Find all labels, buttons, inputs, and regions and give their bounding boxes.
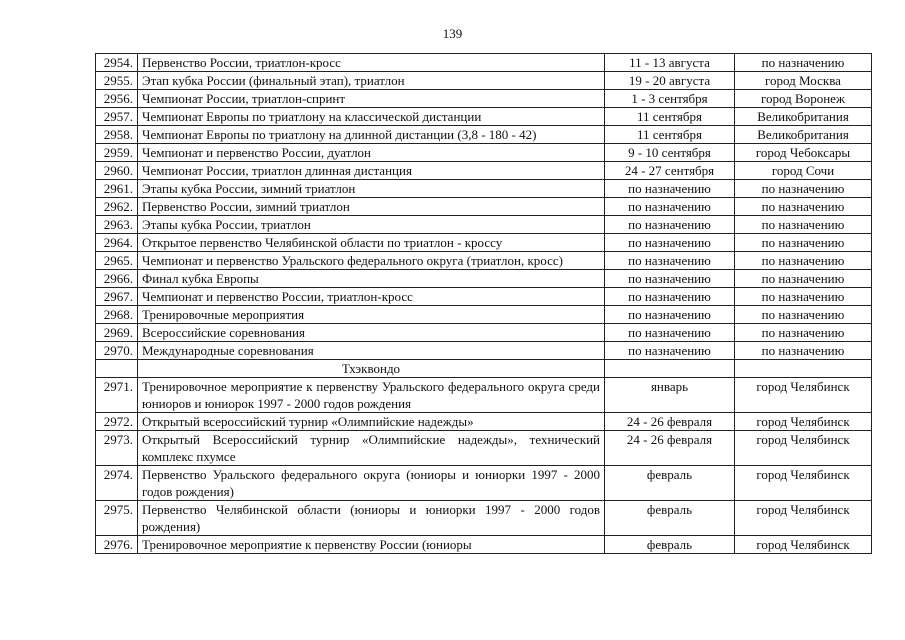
event-place: город Челябинск (735, 501, 872, 536)
event-date: февраль (605, 466, 735, 501)
event-place: по назначению (735, 306, 872, 324)
event-date: по назначению (605, 180, 735, 198)
event-number: 2960. (96, 162, 138, 180)
event-name: Финал кубка Европы (138, 270, 605, 288)
event-number: 2957. (96, 108, 138, 126)
event-place: город Сочи (735, 162, 872, 180)
event-number: 2958. (96, 126, 138, 144)
section-date-cell (605, 360, 735, 378)
event-date: февраль (605, 536, 735, 554)
event-name: Первенство Челябинской области (юниоры и юниорки 1997 - 2000 годов рождения) (138, 501, 605, 536)
event-place: Великобритания (735, 126, 872, 144)
event-date: 11 сентября (605, 126, 735, 144)
table-row (96, 431, 872, 466)
event-date: по назначению (605, 198, 735, 216)
event-place: по назначению (735, 54, 872, 72)
event-place: Великобритания (735, 108, 872, 126)
event-date: по назначению (605, 252, 735, 270)
event-name: Всероссийские соревнования (138, 324, 605, 342)
event-place: город Челябинск (735, 536, 872, 554)
table-row (96, 536, 872, 554)
event-name: Этапы кубка России, зимний триатлон (138, 180, 605, 198)
event-name: Тренировочное мероприятие к первенству Уральского федерального округа среди юниоров и юниорок 1997 - 2000 годов рождения (138, 378, 605, 413)
event-name: Чемпионат России, триатлон-спринт (138, 90, 605, 108)
section-title: Тхэквондо (138, 360, 605, 378)
event-name: Первенство России, зимний триатлон (138, 198, 605, 216)
table-row (96, 162, 872, 180)
event-number: 2966. (96, 270, 138, 288)
event-number: 2962. (96, 198, 138, 216)
event-place: по назначению (735, 234, 872, 252)
event-number: 2968. (96, 306, 138, 324)
table-row (96, 72, 872, 90)
event-name: Международные соревнования (138, 342, 605, 360)
event-place: город Москва (735, 72, 872, 90)
table-row (96, 180, 872, 198)
event-date: 19 - 20 августа (605, 72, 735, 90)
event-number: 2956. (96, 90, 138, 108)
event-date: 1 - 3 сентября (605, 90, 735, 108)
event-place: по назначению (735, 198, 872, 216)
event-number: 2961. (96, 180, 138, 198)
event-name: Чемпионат Европы по триатлону на классической дистанции (138, 108, 605, 126)
event-place: город Челябинск (735, 413, 872, 431)
event-date: 11 - 13 августа (605, 54, 735, 72)
event-number: 2954. (96, 54, 138, 72)
event-place: по назначению (735, 252, 872, 270)
event-number: 2963. (96, 216, 138, 234)
event-name: Открытый Всероссийский турнир «Олимпийские надежды», технический комплекс пхумсе (138, 431, 605, 466)
events-table (95, 53, 872, 554)
event-name: Этап кубка России (финальный этап), триатлон (138, 72, 605, 90)
table-row (96, 466, 872, 501)
event-place: город Челябинск (735, 466, 872, 501)
event-name: Открытый всероссийский турнир «Олимпийские надежды» (138, 413, 605, 431)
table-row (96, 378, 872, 413)
event-name: Этапы кубка России, триатлон (138, 216, 605, 234)
event-name: Чемпионат и первенство России, дуатлон (138, 144, 605, 162)
event-name: Чемпионат и первенство России, триатлон-кросс (138, 288, 605, 306)
event-name: Первенство России, триатлон-кросс (138, 54, 605, 72)
table-row (96, 54, 872, 72)
table-row (96, 90, 872, 108)
table-row (96, 270, 872, 288)
event-number: 2974. (96, 466, 138, 501)
event-number: 2959. (96, 144, 138, 162)
event-place: по назначению (735, 324, 872, 342)
event-place: по назначению (735, 180, 872, 198)
event-date: 11 сентября (605, 108, 735, 126)
event-number: 2976. (96, 536, 138, 554)
table-row (96, 306, 872, 324)
table-row (96, 252, 872, 270)
table-row (96, 342, 872, 360)
event-date: 24 - 27 сентября (605, 162, 735, 180)
event-name: Чемпионат Европы по триатлону на длинной дистанции (3,8 - 180 - 42) (138, 126, 605, 144)
event-number: 2955. (96, 72, 138, 90)
event-name: Тренировочные мероприятия (138, 306, 605, 324)
event-name: Тренировочное мероприятие к первенству России (юниоры (138, 536, 605, 554)
event-date: по назначению (605, 324, 735, 342)
event-date: 9 - 10 сентября (605, 144, 735, 162)
event-number: 2973. (96, 431, 138, 466)
event-date: по назначению (605, 342, 735, 360)
event-date: по назначению (605, 288, 735, 306)
event-number: 2970. (96, 342, 138, 360)
event-name: Открытое первенство Челябинской области по триатлон - кроссу (138, 234, 605, 252)
events-table-body (96, 54, 872, 554)
event-place: город Чебоксары (735, 144, 872, 162)
event-number: 2975. (96, 501, 138, 536)
event-number: 2967. (96, 288, 138, 306)
event-number: 2972. (96, 413, 138, 431)
event-date: по назначению (605, 270, 735, 288)
event-place: город Челябинск (735, 431, 872, 466)
event-date: по назначению (605, 306, 735, 324)
section-number-cell (96, 360, 138, 378)
event-date: февраль (605, 501, 735, 536)
event-place: по назначению (735, 288, 872, 306)
table-row (96, 234, 872, 252)
event-place: город Челябинск (735, 378, 872, 413)
table-row (96, 216, 872, 234)
section-header-row (96, 360, 872, 378)
event-place: по назначению (735, 342, 872, 360)
event-name: Первенство Уральского федерального округа (юниоры и юниорки 1997 - 2000 годов рождения) (138, 466, 605, 501)
page-number: 139 (442, 26, 463, 41)
event-place: по назначению (735, 216, 872, 234)
table-row (96, 288, 872, 306)
event-date: 24 - 26 февраля (605, 413, 735, 431)
table-row (96, 501, 872, 536)
event-name: Чемпионат России, триатлон длинная дистанция (138, 162, 605, 180)
event-date: по назначению (605, 216, 735, 234)
event-place: город Воронеж (735, 90, 872, 108)
event-place: по назначению (735, 270, 872, 288)
event-date: 24 - 26 февраля (605, 431, 735, 466)
section-place-cell (735, 360, 872, 378)
event-date: по назначению (605, 234, 735, 252)
event-number: 2969. (96, 324, 138, 342)
event-number: 2965. (96, 252, 138, 270)
table-row (96, 324, 872, 342)
table-row (96, 413, 872, 431)
table-row (96, 126, 872, 144)
table-row (96, 144, 872, 162)
event-number: 2964. (96, 234, 138, 252)
table-row (96, 198, 872, 216)
event-number: 2971. (96, 378, 138, 413)
event-name: Чемпионат и первенство Уральского федерального округа (триатлон, кросс) (138, 252, 605, 270)
event-date: январь (605, 378, 735, 413)
table-row (96, 108, 872, 126)
